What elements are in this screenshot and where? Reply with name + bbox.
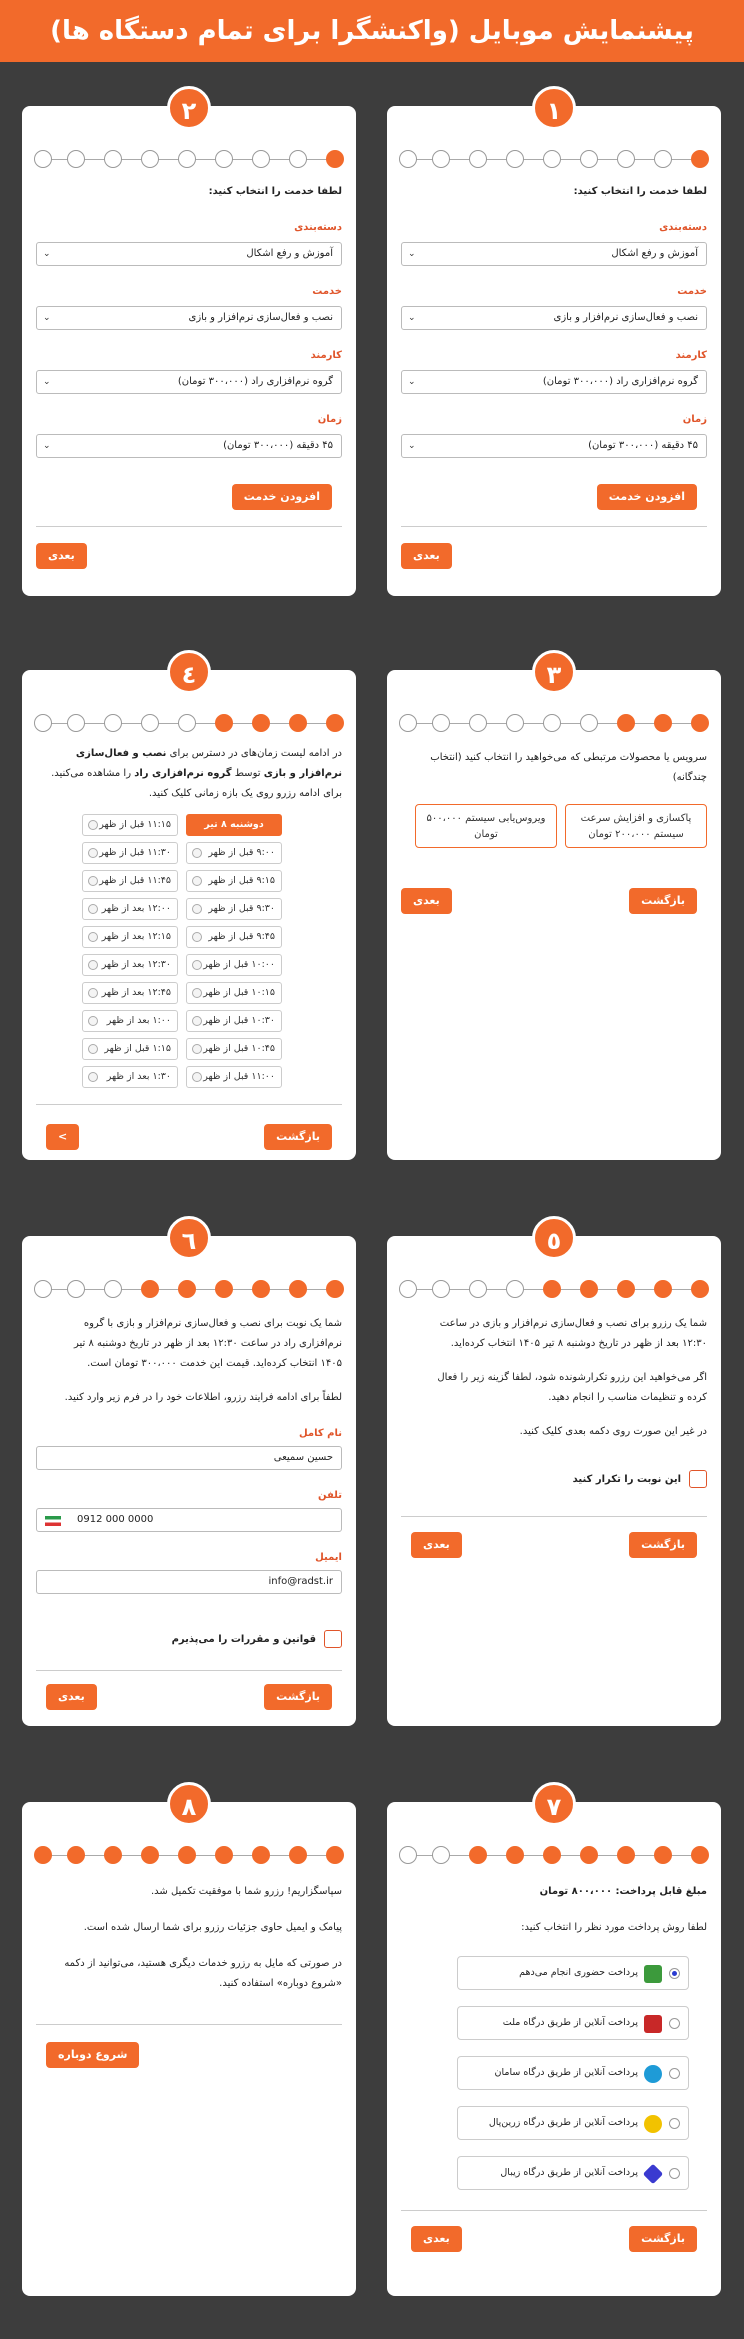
progress-steps <box>34 714 344 734</box>
staff-label: کارمند <box>310 350 342 361</box>
repeat-hint-2: کرده و تنظیمات مناسب را انجام دهید. <box>548 1392 707 1403</box>
progress-steps <box>399 1846 709 1866</box>
step-badge: ٦ <box>167 1216 211 1260</box>
terms-checkbox[interactable] <box>324 1630 342 1648</box>
time-slot[interactable]: ۱۰:۴۵ قبل از ظهر <box>186 1038 282 1060</box>
extra-option-cleanup[interactable]: پاکسازی و افزایش سرعت سیستم ۲۰۰،۰۰۰ تومان <box>565 804 707 848</box>
payable-amount: مبلغ قابل پرداخت: ۸۰۰،۰۰۰ تومان <box>539 1886 707 1897</box>
step-badge: ٤ <box>167 650 211 694</box>
radio[interactable] <box>192 876 202 886</box>
saman-logo-icon <box>644 2065 662 2083</box>
time-slot[interactable]: ۱۰:۰۰ قبل از ظهر <box>186 954 282 976</box>
staff-select[interactable]: گروه نرم‌افزاری راد (۳۰۰،۰۰۰ تومان) ⌄ <box>36 370 342 394</box>
time-slot[interactable]: ۱۲:۱۵ بعد از ظهر <box>82 926 178 948</box>
radio[interactable] <box>88 904 98 914</box>
chevron-down-icon: ⌄ <box>408 313 416 323</box>
page-title: پیشنمایش موبایل (واکنشگرا برای تمام دستگاه ها) <box>0 0 744 62</box>
next-button[interactable]: بعدی <box>46 1684 97 1710</box>
radio[interactable] <box>669 2168 680 2179</box>
category-label: دسته‌بندی <box>659 222 707 233</box>
time-slot[interactable]: ۱:۱۵ قبل از ظهر <box>82 1038 178 1060</box>
service-label: خدمت <box>312 286 342 297</box>
time-slot[interactable]: ۹:۱۵ قبل از ظهر <box>186 870 282 892</box>
radio[interactable] <box>669 2068 680 2079</box>
radio[interactable] <box>192 988 202 998</box>
step-badge: ٨ <box>167 1782 211 1826</box>
back-button[interactable]: بازگشت <box>629 2226 697 2252</box>
time-slot[interactable]: ۱:۳۰ بعد از ظهر <box>82 1066 178 1088</box>
service-select[interactable]: نصب و فعال‌سازی نرم‌افزار و بازی ⌄ <box>36 306 342 330</box>
progress-steps <box>399 1280 709 1300</box>
payment-option-cash[interactable]: پرداخت حضوری انجام می‌دهم <box>457 1956 689 1990</box>
phone-label: تلفن <box>317 1490 342 1501</box>
chevron-down-icon: ⌄ <box>408 441 416 451</box>
booking-line-1: شما یک رزرو برای نصب و فعال‌سازی نرم‌افزار و بازی در ساعت <box>439 1318 707 1329</box>
duration-select[interactable]: ۴۵ دقیقه (۳۰۰،۰۰۰ تومان) ⌄ <box>401 434 707 458</box>
summary-line-1: شما یک نوبت برای نصب و فعال‌سازی نرم‌افزار و بازی با گروه <box>83 1318 342 1329</box>
step-card-7 <box>387 1793 721 2296</box>
divider <box>401 526 707 527</box>
repeat-checkbox[interactable] <box>689 1470 707 1488</box>
restart-hint-1: در صورتی که مایل به رزرو خدمات دیگری هستید، می‌توانید از دکمه <box>64 1958 342 1969</box>
time-slot[interactable]: ۱۲:۳۰ بعد از ظهر <box>82 954 178 976</box>
divider <box>401 2210 707 2211</box>
step-card-6 <box>22 1227 356 1726</box>
category-select[interactable]: آموزش و رفع اشکال ⌄ <box>401 242 707 266</box>
time-slot[interactable]: ۱۲:۰۰ بعد از ظهر <box>82 898 178 920</box>
progress-steps <box>399 150 709 170</box>
terms-label: قوانین و مقررات را می‌پذیرم <box>171 1634 316 1645</box>
day-column-header: دوشنبه ۸ تیر <box>186 814 282 836</box>
progress-steps <box>34 150 344 170</box>
radio[interactable] <box>88 988 98 998</box>
next-button[interactable]: بعدی <box>401 888 452 914</box>
staff-label: کارمند <box>675 350 707 361</box>
summary-line-2: نرم‌افزاری راد در ساعت ۱۲:۳۰ بعد از ظهر در تاریخ دوشنبه ۸ تیر <box>73 1338 342 1349</box>
category-label: دسته‌بندی <box>294 222 342 233</box>
step-card-4 <box>22 661 356 1160</box>
next-button[interactable]: بعدی <box>411 2226 462 2252</box>
payment-option-zibal[interactable]: پرداخت آنلاین از طریق درگاه زیبال <box>457 2156 689 2190</box>
zibal-logo-icon <box>643 2164 663 2184</box>
next-arrow-button[interactable]: > <box>46 1124 79 1150</box>
staff-select[interactable]: گروه نرم‌افزاری راد (۳۰۰،۰۰۰ تومان) ⌄ <box>401 370 707 394</box>
step-card-2 <box>22 97 356 596</box>
time-slot[interactable]: ۹:۰۰ قبل از ظهر <box>186 842 282 864</box>
zarinpal-logo-icon <box>644 2115 662 2133</box>
next-button[interactable]: بعدی <box>401 543 452 569</box>
form-instructions: لطفاً برای ادامه فرایند رزرو، اطلاعات خود را در فرم زیر وارد کنید. <box>64 1392 342 1403</box>
back-button[interactable]: بازگشت <box>264 1124 332 1150</box>
summary-line-3: ۱۴۰۵ انتخاب کرده‌اید. قیمت این خدمت ۳۰۰،۰۰۰ تومان است. <box>87 1358 342 1369</box>
add-service-button[interactable]: افزودن خدمت <box>597 484 697 510</box>
cash-icon <box>644 1965 662 1983</box>
chevron-down-icon: ⌄ <box>43 313 51 323</box>
time-slot[interactable]: ۱۱:۱۵ قبل از ظهر <box>82 814 178 836</box>
divider <box>36 1104 342 1105</box>
radio-selected[interactable] <box>669 1968 680 1979</box>
time-slot[interactable]: ۱۱:۴۵ قبل از ظهر <box>82 870 178 892</box>
add-service-button[interactable]: افزودن خدمت <box>232 484 332 510</box>
divider <box>36 1670 342 1671</box>
time-slot[interactable]: ۱:۰۰ بعد از ظهر <box>82 1010 178 1032</box>
radio[interactable] <box>669 2118 680 2129</box>
divider <box>36 526 342 527</box>
time-label: زمان <box>682 414 707 425</box>
payment-instructions: لطفا روش پرداخت مورد نظر را انتخاب کنید: <box>521 1922 707 1933</box>
step-badge: ٧ <box>532 1782 576 1826</box>
extras-intro: سرویس یا محصولات مرتبطی که می‌خواهید را انتخاب کنید (انتخاب چندگانه) <box>430 752 707 783</box>
radio[interactable] <box>192 904 202 914</box>
step-card-1 <box>387 97 721 596</box>
payment-option-mellat[interactable]: پرداخت آنلاین از طریق درگاه ملت <box>457 2006 689 2040</box>
next-button[interactable]: بعدی <box>411 1532 462 1558</box>
extra-option-antivirus[interactable]: ویروس‌یابی سیستم ۵۰۰،۰۰۰ تومان <box>415 804 557 848</box>
chevron-down-icon: ⌄ <box>43 441 51 451</box>
restart-hint-2: «شروع دوباره» استفاده کنید. <box>219 1978 342 1989</box>
restart-button[interactable]: شروع دوباره <box>46 2042 139 2068</box>
time-slot[interactable]: ۱۱:۰۰ قبل از ظهر <box>186 1066 282 1088</box>
step-badge: ١ <box>532 86 576 130</box>
time-slot[interactable]: ۱۰:۱۵ قبل از ظهر <box>186 982 282 1004</box>
chevron-down-icon: ⌄ <box>43 249 51 259</box>
iran-flag-icon[interactable] <box>45 1516 61 1526</box>
email-field[interactable]: info@radst.ir <box>36 1570 342 1594</box>
payment-option-saman[interactable]: پرداخت آنلاین از طریق درگاه سامان <box>457 2056 689 2090</box>
name-label: نام کامل <box>298 1428 342 1439</box>
radio[interactable] <box>192 932 202 942</box>
radio[interactable] <box>88 1016 98 1026</box>
radio[interactable] <box>88 932 98 942</box>
progress-steps <box>34 1280 344 1300</box>
radio[interactable] <box>88 960 98 970</box>
booking-line-2: ۱۲:۳۰ بعد از ظهر در تاریخ دوشنبه ۸ تیر ۱۴۰۵ انتخاب کرده‌اید. <box>450 1338 707 1349</box>
step-card-8 <box>22 1793 356 2296</box>
radio[interactable] <box>192 848 202 858</box>
radio[interactable] <box>192 960 202 970</box>
radio[interactable] <box>88 848 98 858</box>
back-button[interactable]: بازگشت <box>264 1684 332 1710</box>
success-message: سپاسگزاریم! رزرو شما با موفقیت تکمیل شد. <box>150 1886 342 1897</box>
step-badge: ٥ <box>532 1216 576 1260</box>
step-card-3 <box>387 661 721 1160</box>
repeat-label: این نوبت را تکرار کنید <box>572 1474 681 1485</box>
mellat-logo-icon <box>644 2015 662 2033</box>
back-button[interactable]: بازگشت <box>629 1532 697 1558</box>
service-label: خدمت <box>677 286 707 297</box>
chevron-down-icon: ⌄ <box>408 377 416 387</box>
radio[interactable] <box>88 1072 98 1082</box>
time-slot[interactable]: ۱۲:۴۵ بعد از ظهر <box>82 982 178 1004</box>
radio[interactable] <box>192 1016 202 1026</box>
radio[interactable] <box>88 876 98 886</box>
time-slot[interactable]: ۹:۳۰ قبل از ظهر <box>186 898 282 920</box>
next-button[interactable]: بعدی <box>36 543 87 569</box>
back-button[interactable]: بازگشت <box>629 888 697 914</box>
repeat-hint-1: اگر می‌خواهید این رزرو تکرارشونده شود، لطفا گزینه زیر را فعال <box>437 1372 707 1383</box>
phone-field[interactable]: 0912 000 0000 <box>36 1508 342 1532</box>
chevron-down-icon: ⌄ <box>408 249 416 259</box>
time-slot[interactable]: ۱۱:۳۰ قبل از ظهر <box>82 842 178 864</box>
choose-service-text: لطفا خدمت را انتخاب کنید: <box>573 186 707 197</box>
divider <box>401 1516 707 1517</box>
email-label: ایمیل <box>315 1552 342 1563</box>
category-select[interactable]: آموزش و رفع اشکال ⌄ <box>36 242 342 266</box>
radio[interactable] <box>192 1072 202 1082</box>
time-label: زمان <box>317 414 342 425</box>
repeat-hint-3: در غیر این صورت روی دکمه بعدی کلیک کنید. <box>519 1426 707 1437</box>
notification-message: پیامک و ایمیل حاوی جزئیات رزرو برای شما ارسال شده است. <box>83 1922 342 1933</box>
divider <box>36 2024 342 2025</box>
radio[interactable] <box>192 1044 202 1054</box>
choose-service-text: لطفا خدمت را انتخاب کنید: <box>208 186 342 197</box>
slots-intro: در ادامه لیست زمان‌های در دسترس برای نصب و فعال‌سازی نرم‌افزار و بازی توسط گروه نرم‌افزاری راد را مشاهده می‌کنید. برای ادامه رزرو روی یک بازه زمانی کلیک کنید. <box>51 748 342 799</box>
chevron-down-icon: ⌄ <box>43 377 51 387</box>
step-badge: ٣ <box>532 650 576 694</box>
time-slot[interactable]: ۹:۴۵ قبل از ظهر <box>186 926 282 948</box>
progress-steps <box>399 714 709 734</box>
name-field[interactable]: حسین سمیعی <box>36 1446 342 1470</box>
time-slot[interactable]: ۱۰:۳۰ قبل از ظهر <box>186 1010 282 1032</box>
radio[interactable] <box>88 820 98 830</box>
step-card-5 <box>387 1227 721 1726</box>
step-badge: ٢ <box>167 86 211 130</box>
payment-option-zarinpal[interactable]: پرداخت آنلاین از طریق درگاه زرین‌پال <box>457 2106 689 2140</box>
service-select[interactable]: نصب و فعال‌سازی نرم‌افزار و بازی ⌄ <box>401 306 707 330</box>
progress-steps <box>34 1846 344 1866</box>
radio[interactable] <box>669 2018 680 2029</box>
duration-select[interactable]: ۴۵ دقیقه (۳۰۰،۰۰۰ تومان) ⌄ <box>36 434 342 458</box>
radio[interactable] <box>88 1044 98 1054</box>
